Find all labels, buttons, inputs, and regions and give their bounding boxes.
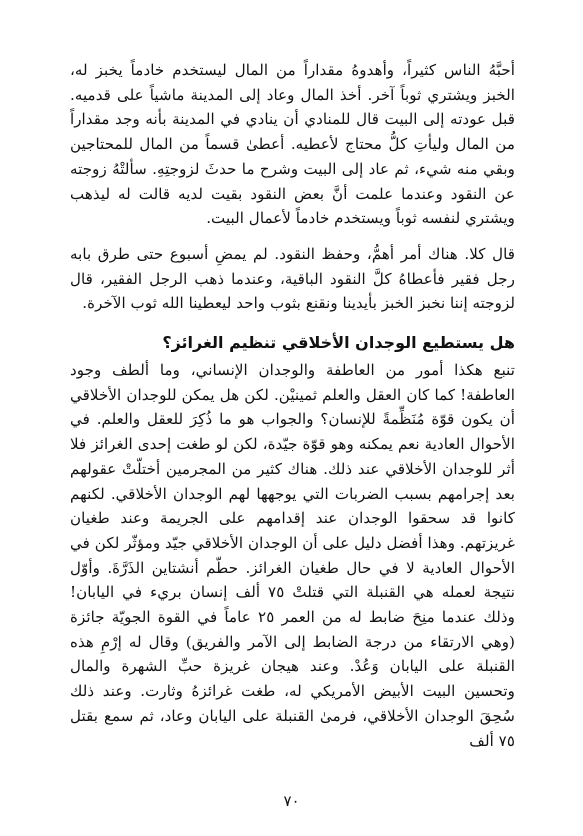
paragraph-story-2: قال كلا. هناك أمر أهمُّ، وحفظ النقود. لم يمضِ أسبوع حتى طرق بابه رجل فقير فأعطاهُ كلَّ النقود الباقية، وعندما ذهب الرجل الفقير، قال لزوجته إننا نخبز الخبز بأيدينا ونقنع بثوب واحد ليعطينا الله ثوب الآخرة. <box>70 244 515 313</box>
paragraph-story-1: أحبَّهُ الناس كثيراً، وأهدوهُ مقداراً من المال ليستخدم خادماً يخبز له، الخبز ويشتري ثوباً آخر. أخذ المال وعاد إلى المدينة ماشياً على قدميه. قبل عودته إلى البيت قال للمنادي أن ينادي في المدينة بأنه وجد مقداراً من المال وليأتِ كلُّ محتاج لأعطيه. أعطىٰ قسماً من المال للمحتاجين وبقي منه شيء، ثم عاد إلى البيت وشرح ما حدثَ لزوجتِهِ. سألتْهُ زوجته عن النقود وعندما علمت أنَّ بعض النقود بقيت لديه قالت له ليذهب ويشتري لنفسه ثوباً ويستخدم خادماً لأعمال البيت. <box>70 61 515 228</box>
section-heading: هل يستطيع الوجدان الأخلاقي تنظيم الغرائز؟ <box>162 333 515 353</box>
page-number: ٧٠ <box>283 792 300 810</box>
paragraph-body: تنبع هكذا أمور من العاطفة والوجدان الإنساني، وما ألطف وجود العاطفة! كما كان العقل والعلم ثمينيْن. لكن هل يمكن للوجدان الأخلاقي أن يكون قوّة مُنَظِّمةً للإنسان؟ والجواب هو ما ذُكِرَ للعقل والعلم. في الأحوال العادية نعم يمكنه وهو قوّة جيّدة، لكن لو طغت إحدى الغرائز فلا أثر للوجدان الأخلاقي عند ذلك. هناك كثير من المجرمين أختلّتْ عقولهم بعد إجرامهم بسبب الضربات التي يوجهها لهم الوجدان الأخلاقي. لكنهم كانوا قد سحقوا الوجدان عند إقدامهم على الجريمة وعند طغيان غريزتهم. وهذا أفضل دليل على أن الوجدان الأخلاقي جيّد ومؤثّر لكن في الأحوال العادية لا في حال طغيان الغرائز. حطّم أنشتاين الذَرَّةَ. وأوّل نتيجة لعمله هي القنبلة التي قتلتْ ٧٥ ألف إنسان بريء في اليابان! وذلك عندما منِحَ ضابط له من العمر ٢٥ عاماً في القوة الجويّة جائزة (وهي الارتقاء من درجة الضابط إلى الآمر والفريق) وقال له إرْمِ هذه القنبلة على اليابان وَعُدْ. وعند هيجان غريزة حبِّ الشهرة والمال وتحسين البيت الأبيض الأمريكي له، طغت غرائزهُ وثارت. وعند ذلك سُحِقَ الوجدان الأخلاقي، فرمىٰ القنبلة على اليابان وعاد، ثم سمع بقتل ٧٥ ألف <box>70 361 516 750</box>
